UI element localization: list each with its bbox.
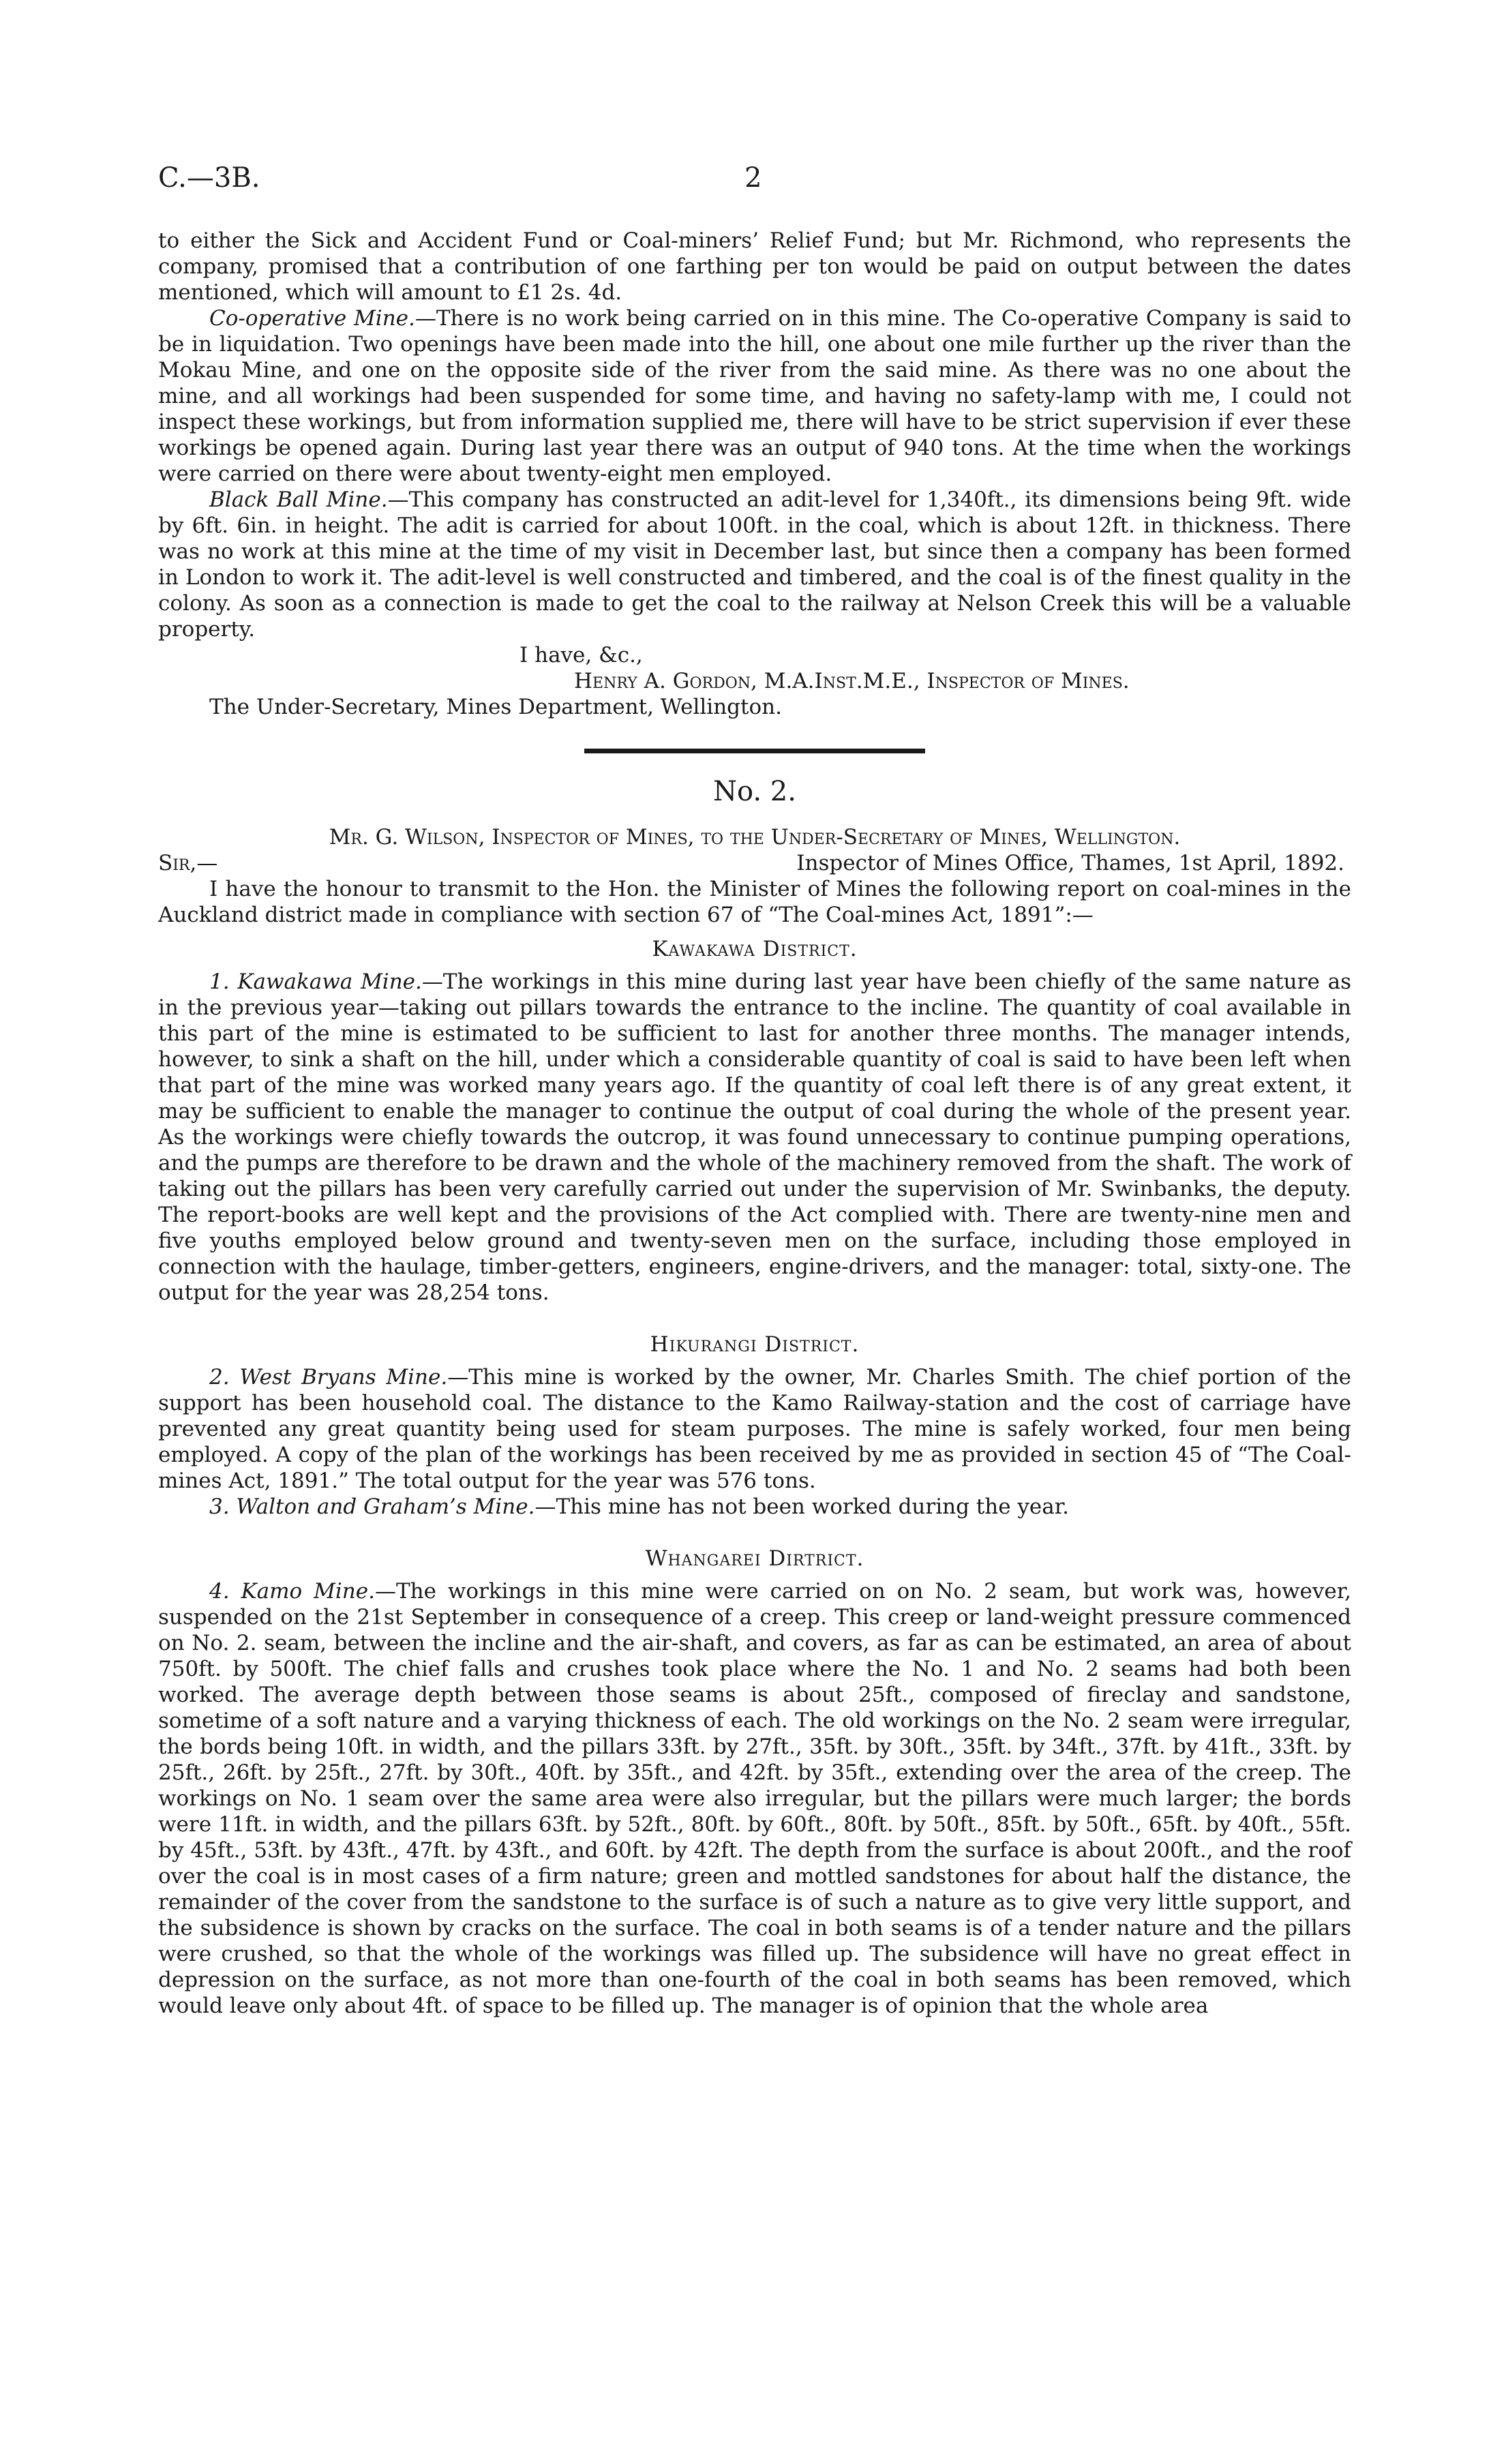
closing-line: I have, &c., bbox=[519, 643, 643, 667]
page-header bbox=[158, 162, 1351, 203]
document-body bbox=[158, 228, 1351, 2019]
walton-graham-mine-title: 3. Walton and Graham’s Mine. bbox=[209, 1494, 535, 1519]
kamo-mine-title: 4. Kamo Mine. bbox=[209, 1579, 375, 1604]
salutation: Sir,— bbox=[158, 851, 218, 875]
document-number: No. 2. bbox=[713, 776, 796, 807]
section-divider bbox=[584, 749, 925, 753]
paragraph-kamo-mine: 4. Kamo Mine.—The workings in this mine were carried on on No. 2 seam, but work was, however, suspended on the 21st September in consequence of a creep. This creep or land-weight pressure commenced on No. 2. seam, between the incline and the air-shaft, and covers, as far as can be estimated, an area of about 750ft. by 500ft. The chief falls and crushes took place where the No. 1 and No. 2 seams had both been worked. The average depth between those seams is about 25ft., composed of fireclay and sandstone, sometime of a soft nature and a varying thickness of each. The old workings on the No. 2 seam were irregular, the bords being 10ft. in width, and the pillars 33ft. by 27ft., 35ft. by 30ft., 35ft. by 34ft., 37ft. by 41ft., 33ft. by 25ft., 26ft. by 25ft., 27ft. by 30ft., 40ft. by 35ft., and 42ft. by 35ft., extending over the area of the creep. The workings on No. 1 seam over the same area were also irregular, but the pillars were much larger; the bords were 11ft. in width, and the pillars 63ft. by 52ft., 80ft. by 60ft., 80ft. by 50ft., 85ft. by 50ft., 65ft. by 40ft., 55ft. by 45ft., 53ft. by 43ft., 47ft. by 43ft., and 60ft. by 42ft. The depth from the surface is about 200ft., and the roof over the coal is in most cases of a firm nature; green and mottled sandstones for about half the distance, the remainder of the cover from the sandstone to the surface is of such a nature as to give very little support, and the subsidence is shown by cracks on the surface. The coal in both seams is of a tender nature and the pillars were crushed, so that the whole of the workings was filled up. The subsidence will have no great effect in depression on the surface, as not more than one-fourth of the coal in both seams has been removed, which would leave only about 4ft. of space to be filled up. The manager is of opinion that the whole area bbox=[158, 1579, 1351, 2018]
heading-hikurangi-district: Hikurangi District. bbox=[650, 1332, 860, 1357]
document-reference: C.—3B. bbox=[158, 162, 260, 194]
addressee: The Under-Secretary, Mines Department, Wellington. bbox=[209, 695, 782, 719]
heading-whangarei-district: Whangarei Dirtrict. bbox=[645, 1546, 864, 1571]
paragraph-black-ball-mine: Black Ball Mine.—This company has constructed an adit-level for 1,340ft., its dimensions being 9ft. wide by 6ft. 6in. in height. The adit is carried for about 100ft. in the coal, which is about 12ft. in thickness. There was no work at this mine at the time of my visit in December last, but since then a company has been formed in London to work it. The adit-level is well constructed and timbered, and the coal is of the finest quality in the colony. As soon as a connection is made to get the coal to the railway at Nelson Creek this will be a valuable property. bbox=[158, 487, 1352, 642]
dateline: Inspector of Mines Office, Thames, 1st April, 1892. bbox=[796, 851, 1344, 875]
west-bryans-mine-title: 2. West Bryans Mine. bbox=[209, 1365, 448, 1389]
letter-from-line: Mr. G. Wilson, Inspector of Mines, to the Under-Secretary of Mines, Wellington. bbox=[329, 825, 1181, 850]
kawakawa-mine-title: 1. Kawakawa Mine. bbox=[209, 970, 422, 994]
paragraph-cooperative-mine: Co-operative Mine.—There is no work being carried on in this mine. The Co-operative Company is said to be in liquidation. Two openings have been made into the hill, one about one mile further up the river than the Mokau Mine, and one on the opposite side of the river from the said mine. As there was no one about the mine, and all workings had been suspended for some time, and having no safety-lamp with me, I could not inspect these workings, but from information supplied me, there will have to be strict supervision if ever these workings be opened again. During last year there was an output of 940 tons. At the time when the workings were carried on there were about twenty-eight men employed. bbox=[158, 306, 1351, 486]
paragraph-opening: I have the honour to transmit to the Hon. the Minister of Mines the following report on coal-mines in the Auckland district made in compliance with section 67 of “The Coal-mines Act, 1891”:— bbox=[158, 877, 1351, 927]
heading-kawakawa-district: Kawakawa District. bbox=[652, 937, 858, 961]
paragraph-walton-graham-mine: 3. Walton and Graham’s Mine.—This mine has not been worked during the year. bbox=[209, 1494, 1070, 1519]
black-ball-mine-title: Black Ball Mine. bbox=[209, 487, 388, 512]
salutation-row bbox=[158, 850, 1351, 876]
paragraph-continuation: to either the Sick and Accident Fund or Coal-miners’ Relief Fund; but Mr. Richmond, who represents the company, promised that a contribution of one farthing per ton would be paid on output between the dates mentioned, which will amount to £1 2s. 4d. bbox=[158, 228, 1351, 305]
paragraph-kawakawa-mine: 1. Kawakawa Mine.—The workings in this mine during last year have been chiefly of the same nature as in the previous year—taking out pillars towards the entrance to the incline. The quantity of coal available in this part of the mine is estimated to be sufficient to last for another three months. The manager intends, however, to sink a shaft on the hill, under which a considerable quantity of coal is said to have been left when that part of the mine was worked many years ago. If the quantity of coal left there is of any great extent, it may be sufficient to enable the manager to continue the output of coal during the whole of the present year. As the workings were chiefly towards the outcrop, it was found unnecessary to continue pumping operations, and the pumps are therefore to be drawn and the whole of the machinery removed from the shaft. The work of taking out the pillars has been very carefully carried out under the supervision of Mr. Swinbanks, the deputy. The report-books are well kept and the provisions of the Act complied with. There are twenty-nine men and five youths employed below ground and twenty-seven men on the surface, including those employed in connection with the haulage, timber-getters, engineers, engine-drivers, and the manager: total, sixty-one. The output for the year was 28,254 tons. bbox=[158, 970, 1351, 1305]
page-number: 2 bbox=[744, 162, 762, 194]
signature: Henry A. Gordon, M.A.Inst.M.E., Inspector of Mines. bbox=[574, 669, 1130, 693]
paragraph-west-bryans-mine: 2. West Bryans Mine.—This mine is worked by the owner, Mr. Charles Smith. The chief portion of the support has been household coal. The distance to the Kamo Railway-station and the cost of carriage have prevented any great quantity being used for steam purposes. The mine is safely worked, four men being employed. A copy of the plan of the workings has been received by me as provided in section 45 of “The Coal-mines Act, 1891.” The total output for the year was 576 tons. bbox=[158, 1365, 1351, 1493]
cooperative-mine-title: Co-operative Mine. bbox=[209, 306, 415, 331]
